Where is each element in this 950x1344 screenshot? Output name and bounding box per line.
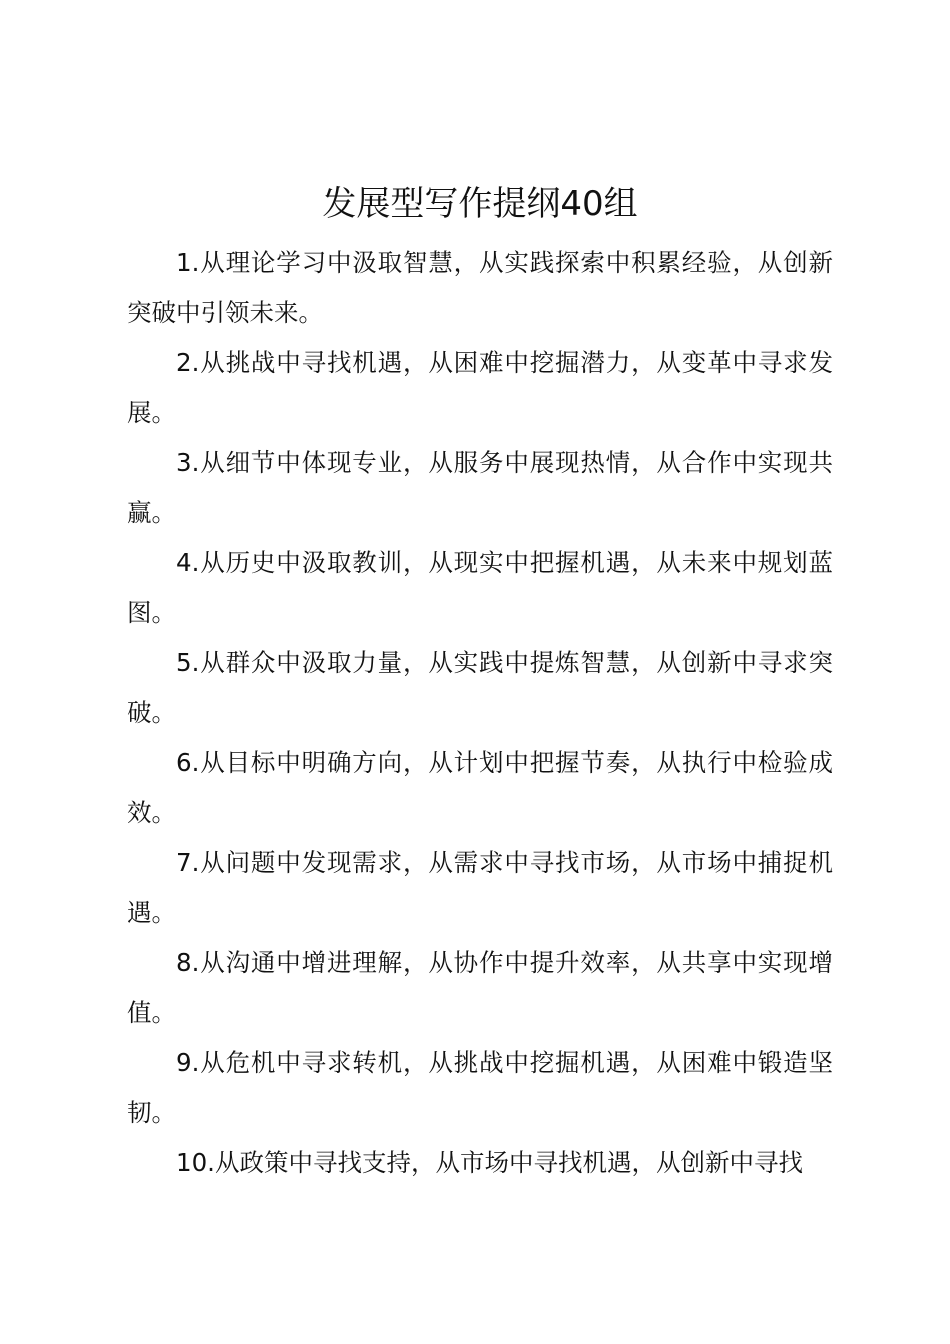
outline-item: 9.从危机中寻求转机，从挑战中挖掘机遇，从困难中锻造坚韧。 — [127, 1048, 833, 1127]
document-page — [127, 178, 833, 1188]
outline-item: 10.从政策中寻找支持，从市场中寻找机遇，从创新中寻找 — [176, 1148, 803, 1177]
outline-item: 7.从问题中发现需求，从需求中寻找市场，从市场中捕捉机遇。 — [127, 848, 833, 927]
outline-item: 4.从历史中汲取教训，从现实中把握机遇，从未来中规划蓝图。 — [127, 548, 833, 627]
outline-item: 3.从细节中体现专业，从服务中展现热情，从合作中实现共赢。 — [127, 448, 833, 527]
outline-item: 2.从挑战中寻找机遇，从困难中挖掘潜力，从变革中寻求发展。 — [127, 348, 833, 427]
outline-item: 8.从沟通中增进理解，从协作中提升效率，从共享中实现增值。 — [127, 948, 833, 1027]
outline-item: 1.从理论学习中汲取智慧，从实践探索中积累经验，从创新突破中引领未来。 — [127, 248, 833, 327]
outline-item: 6.从目标中明确方向，从计划中把握节奏，从执行中检验成效。 — [127, 748, 833, 827]
outline-item: 5.从群众中汲取力量，从实践中提炼智慧，从创新中寻求突破。 — [127, 648, 833, 727]
document-title: 发展型写作提纲40组 — [322, 184, 638, 224]
